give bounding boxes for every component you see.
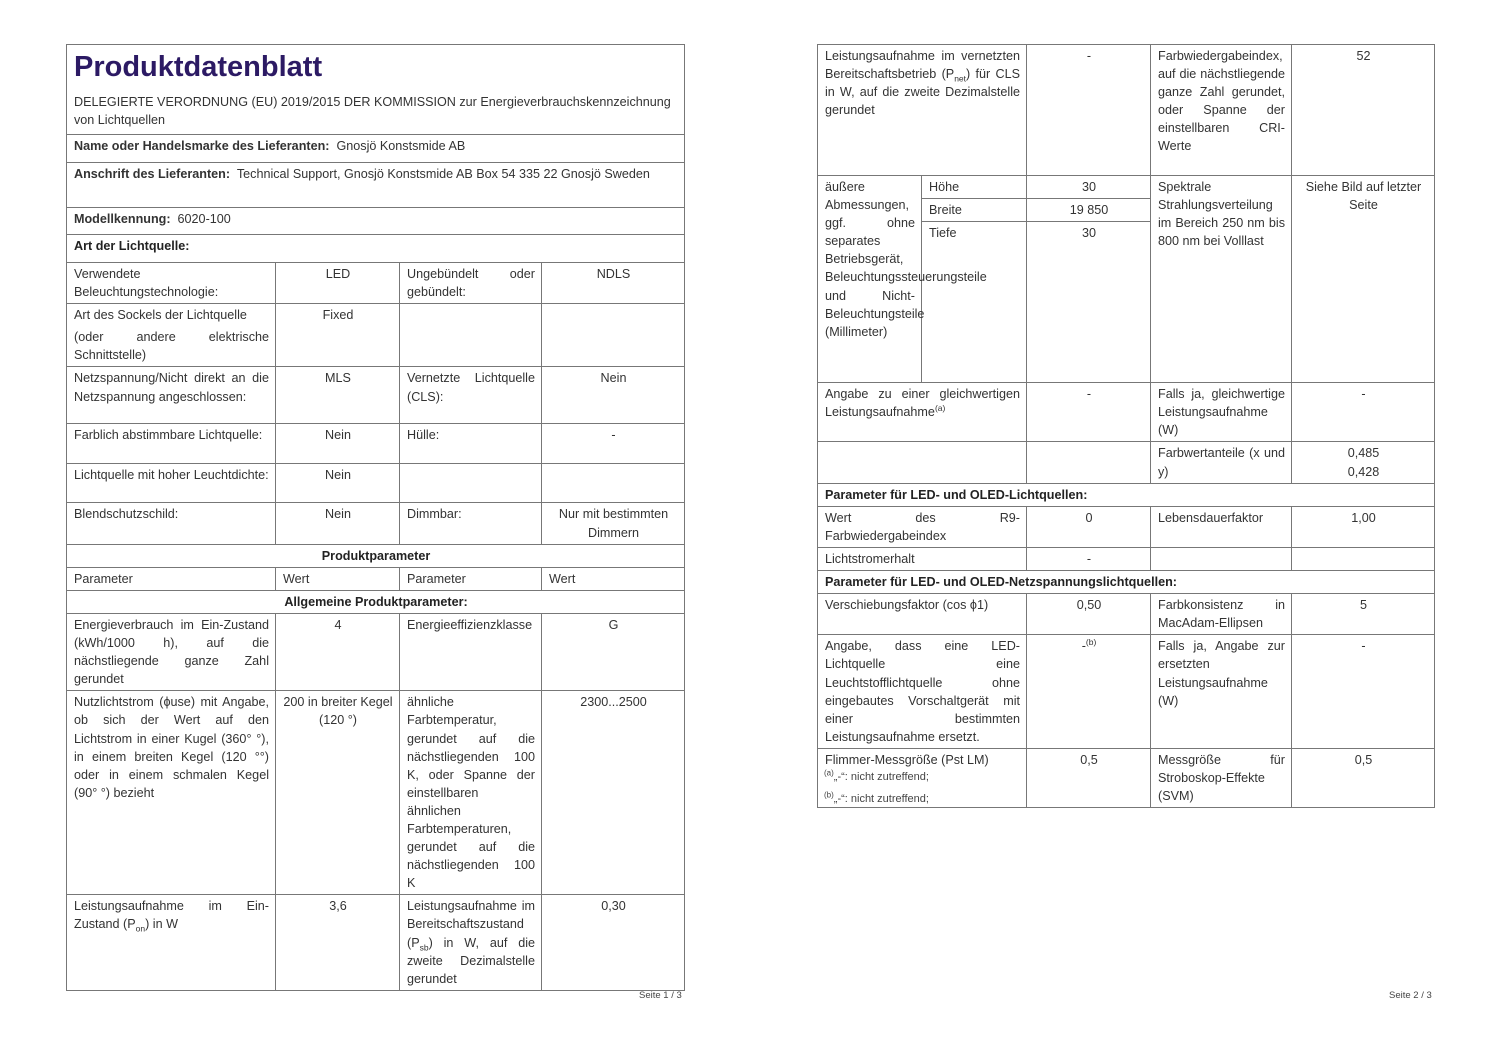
col-header-parameter: Parameter [400,567,542,590]
footnote-a-mark: (a) [824,768,834,778]
survival-factor-label: Lebensdauerfaktor [1151,506,1292,547]
equivalent-power-value: - [1292,383,1435,442]
supplier-name-label: Name oder Handelsmarke des Lieferanten: [74,139,330,153]
flux-label: Nutzlichtstrom (ϕuse) mit Angabe, ob sich der Wert auf den Lichtstrom in einer Kugel (360° °), in einem breiten Kegel (120 °°) oder in einem schmalen Kegel (90° °) bezieht [67,691,276,895]
pnet-label-suffix: ) für CLS in W, auf die zweite Dezimalstelle gerundet [825,67,1020,118]
cri-label: Farbwiedergabeindex, auf die nächstliegende ganze Zahl gerundet, oder Spanne der einstellbaren CRI-Werte [1151,45,1292,176]
lumen-maintenance-value: - [1027,547,1151,570]
cct-label: ähnliche Farbtemperatur, gerundet auf die nächstliegenden 100 K, oder Spanne der einstellbaren ähnlichen Farbtemperaturen, gerundet auf die nächstliegenden 100 K [400,691,542,895]
bundled-value: NDLS [542,263,685,304]
page-number-1: Seite 1 / 3 [639,990,682,1001]
empty-cell [400,304,542,367]
tech-label: Verwendete Beleuchtungstechnologie: [67,263,276,304]
supplier-address: Technical Support, Gnosjö Konstsmide AB Box 54 335 22 Gnosjö Sweden [236,167,650,181]
high-luminance-label: Lichtquelle mit hoher Leuchtdichte: [67,464,276,503]
socket-label-line2: (oder andere elektrische Schnittstelle) [74,330,269,363]
cls-label: Vernetzte Lichtquelle (CLS): [400,367,542,424]
efficiency-class-value: G [542,613,685,690]
equivalent-label [818,383,1027,442]
mains-label: Netzspannung/Nicht direkt an die Netzspannung angeschlossen: [67,367,276,424]
dimmable-value: Nur mit bestimmten Dimmern [542,503,685,544]
col-header-value: Wert [542,567,685,590]
mains-params-heading: Parameter für LED- und OLED-Netzspannungslichtquellen: [818,571,1435,594]
header-cell [67,45,685,135]
energy-value: 4 [276,613,400,690]
socket-label [67,304,276,367]
high-luminance-value: Nein [276,464,400,503]
footnote-b-mark: (b) [824,790,834,800]
envelope-value: - [542,424,685,464]
glare-shield-value: Nein [276,503,400,544]
pon-label-text: Leistungsaufnahme im Ein-Zustand (P [74,899,269,932]
model-id: 6020-100 [177,212,231,226]
empty-cell [542,464,685,503]
depth-value: 30 [1027,222,1151,383]
equivalent-power-label: Falls ja, gleichwertige Leistungsaufnahme (W) [1151,383,1292,442]
supplier-address-label: Anschrift des Lieferanten: [74,167,231,181]
pnet-value: - [1027,45,1151,176]
spectral-label: Spektrale Strahlungsverteilung im Bereich 250 nm bis 800 nm bei Volllast [1151,176,1292,383]
supplier-name-row [67,135,685,163]
replaced-power-label: Falls ja, Angabe zur ersetzten Leistungsaufnahme (W) [1151,635,1292,749]
flicker-label: Flimmer-Messgröße (Pst LM) [818,748,1027,807]
dimmable-label: Dimmbar: [400,503,542,544]
replacement-value [1027,635,1151,749]
cri-value: 52 [1292,45,1435,176]
survival-factor-value: 1,00 [1292,506,1435,547]
pnet-label [818,45,1027,176]
r9-label: Wert des R9-Farbwiedergabeindex [818,506,1027,547]
height-label: Höhe [922,176,1027,199]
empty-cell [542,304,685,367]
color-tunable-label: Farblich abstimmbare Lichtquelle: [67,424,276,464]
socket-label-line1: Art des Sockels der Lichtquelle [74,308,247,323]
page-title: Produktdatenblatt [74,51,323,83]
psb-value: 0,30 [542,895,685,990]
source-type-heading: Art der Lichtquelle: [67,235,685,263]
replacement-value-text: - [1081,639,1086,654]
chromaticity-x: 0,485 [1347,446,1380,461]
displacement-factor-value: 0,50 [1027,594,1151,635]
glare-shield-label: Blendschutzschild: [67,503,276,544]
chromaticity-y: 0,428 [1347,464,1380,479]
cct-value: 2300...2500 [542,691,685,895]
pon-value: 3,6 [276,895,400,990]
bundled-label: Ungebündelt oder gebündelt: [400,263,542,304]
stroboscopic-value: 0,5 [1292,748,1435,807]
psb-label-text: Leistungsaufnahme im Bereitschaftszustand (P [407,899,535,950]
color-consistency-label: Farbkonsistenz in MacAdam-Ellipsen [1151,594,1292,635]
datasheet-page-1 [66,44,685,991]
empty-cell [818,442,1027,483]
color-tunable-value: Nein [276,424,400,464]
page-number-2: Seite 2 / 3 [1389,990,1432,1001]
width-value: 19 850 [1027,199,1151,222]
equivalent-value: - [1027,383,1151,442]
stroboscopic-label: Messgröße für Stroboskop-Effekte (SVM) [1151,748,1292,807]
displacement-factor-label: Verschiebungsfaktor (cos ϕ1) [818,594,1027,635]
flux-value: 200 in breiter Kegel (120 °) [276,691,400,895]
lumen-maintenance-label: Lichtstromerhalt [818,547,1027,570]
col-header-value: Wert [276,567,400,590]
empty-cell [1292,547,1435,570]
spectral-value: Siehe Bild auf letzter Seite [1292,176,1435,383]
footnote-a [824,768,929,783]
r9-value: 0 [1027,506,1151,547]
supplier-address-row [67,163,685,208]
pon-label-suffix: ) in W [145,917,178,932]
empty-cell [400,464,542,503]
footnote-b [824,790,929,805]
height-value: 30 [1027,176,1151,199]
depth-label: Tiefe [922,222,1027,383]
mains-value: MLS [276,367,400,424]
pnet-label-text: Leistungsaufnahme im vernetzten Bereitschaftsbetrieb (P [825,49,1020,82]
model-label: Modellkennung: [74,212,171,226]
chromaticity-value [1292,442,1435,483]
pon-label [67,895,276,990]
color-consistency-value: 5 [1292,594,1435,635]
pnet-subscript: net [954,73,967,84]
led-params-heading: Parameter für LED- und OLED-Lichtquellen: [818,483,1435,506]
replacement-label: Angabe, dass eine LED-Lichtquelle eine Leuchtstofflichtquelle ohne eingebautes Vorschaltgerät mit einer bestimmten Leistungsaufnahme ersetzt. [818,635,1027,749]
psb-label [400,895,542,990]
chromaticity-label: Farbwertanteile (x und y) [1151,442,1292,483]
socket-value: Fixed [276,304,400,367]
envelope-label: Hülle: [400,424,542,464]
col-header-parameter: Parameter [67,567,276,590]
product-params-heading: Produktparameter [67,544,685,567]
footnote-a-text: „-“: nicht zutreffend; [833,771,929,783]
psb-subscript: sb [419,942,429,953]
empty-cell [1151,547,1292,570]
efficiency-class-label: Energieeffizienzklasse [400,613,542,690]
pon-subscript: on [135,923,146,934]
regulation-text: DELEGIERTE VERORDNUNG (EU) 2019/2015 DER KOMMISSION zur Energieverbrauchskennzeichnung von Lichtquellen [74,95,671,128]
cls-value: Nein [542,367,685,424]
general-params-heading: Allgemeine Produktparameter: [67,590,685,613]
psb-label-suffix: ) in W, auf die zweite Dezimalstelle gerundet [407,935,535,986]
dimensions-label: äußere Abmessungen, ggf. ohne separates Betriebsgerät, Beleuchtungssteuerungsteile und Nicht-Beleuchtungsteile (Millimeter) [818,176,922,383]
footnote-ref-b: (b) [1085,637,1097,648]
datasheet-page-2 [817,44,1435,808]
supplier-name: Gnosjö Konstsmide AB [336,139,466,153]
width-label: Breite [922,199,1027,222]
tech-value: LED [276,263,400,304]
energy-label: Energieverbrauch im Ein-Zustand (kWh/1000 h), auf die nächstliegende ganze Zahl gerundet [67,613,276,690]
flicker-value: 0,5 [1027,748,1151,807]
model-row [67,208,685,235]
equivalent-label-text: Angabe zu einer gleichwertigen Leistungsaufnahme [825,387,1020,420]
footnote-b-text: „-“: nicht zutreffend; [833,793,929,805]
empty-cell [1027,442,1151,483]
footnote-ref-a: (a) [934,403,946,414]
replaced-power-value: - [1292,635,1435,749]
